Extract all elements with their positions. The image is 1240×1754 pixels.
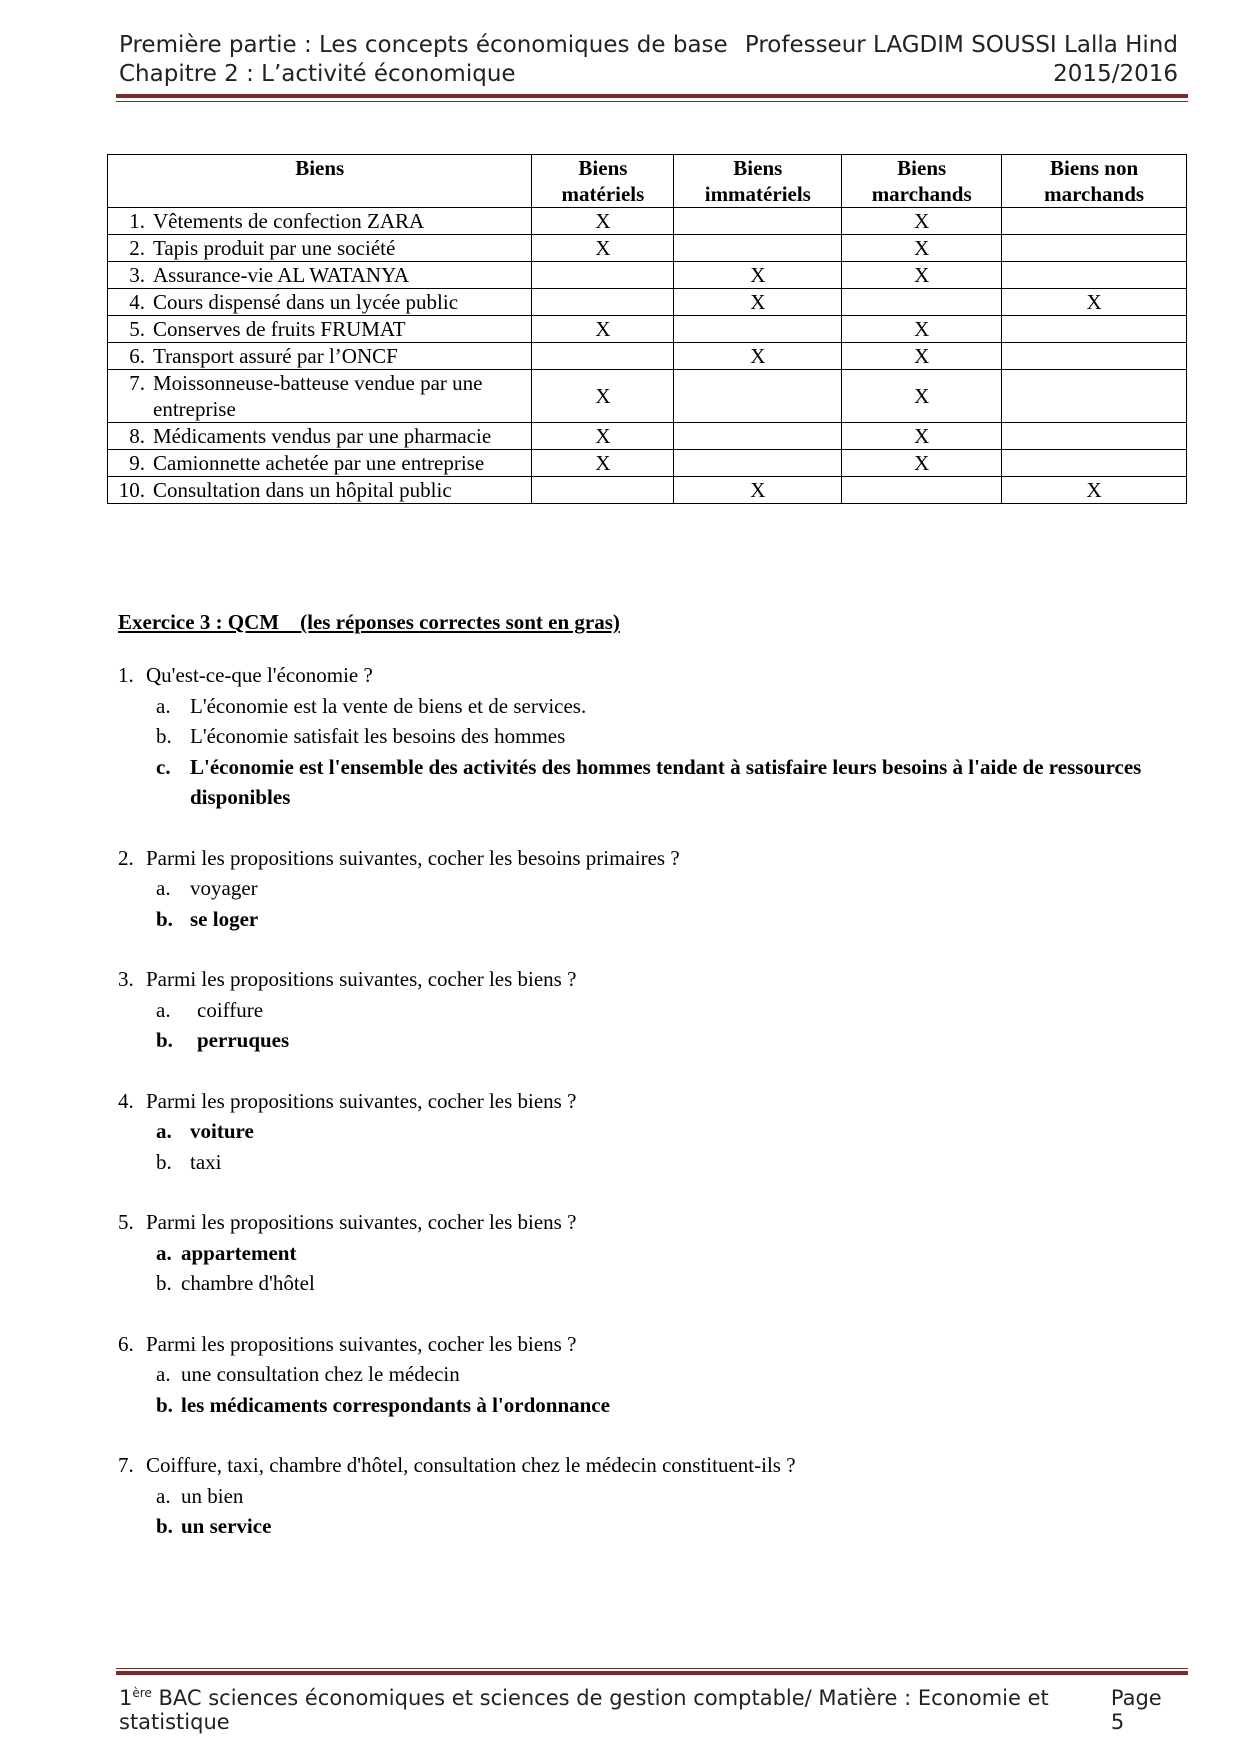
mark-materiel: X	[532, 370, 674, 423]
col-header-immateriels: Biens immatériels	[674, 155, 842, 208]
page-header-top	[119, 30, 1178, 60]
option-correct	[118, 1238, 1158, 1269]
footer-level: 1	[119, 1686, 133, 1710]
mark-marchand: X	[842, 262, 1002, 289]
item-cell	[108, 450, 532, 477]
item-cell	[108, 343, 532, 370]
question-text: Parmi les propositions suivantes, cocher les biens ?	[146, 1088, 577, 1113]
option	[118, 1147, 1158, 1178]
item-number: 5.	[129, 317, 145, 341]
question-number: 4.	[118, 1088, 134, 1113]
question-text: Parmi les propositions suivantes, cocher les biens ?	[146, 967, 577, 991]
option-text: un bien	[181, 1483, 244, 1508]
mark-immateriel: X	[674, 477, 842, 504]
question	[118, 843, 1158, 935]
item-cell	[108, 289, 532, 316]
question	[118, 660, 1158, 813]
option-letter: b.	[156, 1149, 172, 1174]
item-number: 6.	[129, 344, 145, 368]
mark-immateriel: X	[674, 262, 842, 289]
header-part: Première partie : Les concepts économiques de base	[119, 32, 728, 58]
mark-marchand: X	[842, 370, 1002, 423]
option-text: appartement	[181, 1240, 297, 1265]
option-correct	[118, 1116, 1158, 1147]
qcm-list	[118, 660, 1158, 1572]
item-number: 4.	[129, 290, 145, 314]
item-label: Cours dispensé dans un lycée public	[153, 290, 459, 314]
mark-immateriel	[674, 423, 842, 450]
table-row	[108, 450, 1187, 477]
mark-non-marchand	[1002, 316, 1187, 343]
option	[118, 1359, 1158, 1390]
footer-level-sup: ère	[132, 1686, 152, 1700]
mark-immateriel	[674, 208, 842, 235]
option-text: une consultation chez le médecin	[181, 1362, 460, 1386]
item-label: Conserves de fruits FRUMAT	[153, 317, 406, 341]
option-text: les médicaments correspondants à l'ordonnance	[181, 1392, 610, 1417]
question-number: 2.	[118, 845, 134, 870]
table-row	[108, 370, 1187, 423]
item-number: 8.	[129, 424, 145, 448]
header-year: 2015/2016	[1053, 61, 1178, 87]
footer-rule	[116, 1671, 1188, 1675]
option-text: voiture	[190, 1119, 254, 1143]
item-number: 1.	[129, 209, 145, 233]
table-row	[108, 235, 1187, 262]
item-label: Camionnette achetée par une entreprise	[153, 451, 485, 475]
option-text: L'économie satisfait les besoins des hommes	[190, 724, 566, 748]
option	[118, 691, 1158, 722]
exercise-title: Exercice 3 : QCM (les réponses correctes sont en gras)	[118, 610, 620, 634]
mark-marchand	[842, 477, 1002, 504]
option-correct	[118, 904, 1158, 935]
option	[118, 721, 1158, 752]
mark-materiel: X	[532, 423, 674, 450]
option-text: chambre d'hôtel	[181, 1271, 315, 1295]
option-letter: a.	[156, 693, 171, 718]
footer-text	[119, 1686, 1111, 1734]
item-number: 2.	[129, 236, 145, 260]
option-text: coiffure	[197, 997, 264, 1022]
item-cell	[108, 208, 532, 235]
question-number: 1.	[118, 663, 134, 687]
question-text: Parmi les propositions suivantes, cocher les biens ?	[146, 1331, 577, 1356]
question-number: 5.	[118, 1210, 134, 1234]
option-text: perruques	[197, 1028, 290, 1052]
question-number: 6.	[118, 1331, 134, 1356]
item-label: Consultation dans un hôpital public	[153, 478, 452, 502]
mark-marchand: X	[842, 235, 1002, 262]
mark-materiel	[532, 262, 674, 289]
question-number: 7.	[118, 1453, 134, 1477]
col-header-marchands: Biens marchands	[842, 155, 1002, 208]
option-text: L'économie est la vente de biens et de services.	[190, 693, 587, 718]
question	[118, 1086, 1158, 1178]
option-correct	[118, 1390, 1158, 1421]
item-label: Vêtements de confection ZARA	[153, 209, 425, 233]
option	[118, 995, 1158, 1026]
col-header-materiels: Biens matériels	[532, 155, 674, 208]
mark-materiel: X	[532, 316, 674, 343]
item-cell	[108, 316, 532, 343]
table-row	[108, 262, 1187, 289]
question-text: Coiffure, taxi, chambre d'hôtel, consultation chez le médecin constituent-ils ?	[146, 1453, 796, 1477]
mark-marchand: X	[842, 343, 1002, 370]
mark-non-marchand	[1002, 423, 1187, 450]
question	[118, 1207, 1158, 1299]
option-letter: b.	[156, 906, 173, 931]
option-text: L'économie est l'ensemble des activités des hommes tendant à satisfaire leurs besoins à l'aide de ressources disponibles	[190, 754, 1142, 809]
footer-rule-thin	[116, 1668, 1188, 1669]
page-header-bottom	[119, 59, 1178, 89]
mark-materiel	[532, 343, 674, 370]
option-letter: a.	[156, 876, 171, 900]
table-row	[108, 289, 1187, 316]
item-cell	[108, 262, 532, 289]
table-row	[108, 423, 1187, 450]
item-cell	[108, 477, 532, 504]
mark-non-marchand	[1002, 262, 1187, 289]
option-letter: b.	[156, 1392, 173, 1417]
header-author: Professeur LAGDIM SOUSSI Lalla Hind	[744, 32, 1178, 58]
question	[118, 1329, 1158, 1421]
item-number: 3.	[129, 263, 145, 287]
option-correct	[118, 752, 1158, 813]
option-letter: a.	[156, 1119, 172, 1143]
mark-marchand: X	[842, 208, 1002, 235]
option-letter: b.	[156, 724, 172, 748]
mark-immateriel	[674, 316, 842, 343]
mark-marchand	[842, 289, 1002, 316]
table-row	[108, 343, 1187, 370]
item-number: 7.	[129, 371, 145, 395]
item-cell	[108, 235, 532, 262]
item-label: Transport assuré par l’ONCF	[153, 344, 398, 368]
item-label: Tapis produit par une société	[153, 236, 396, 260]
option-text: voyager	[190, 876, 258, 900]
option	[118, 1481, 1158, 1512]
mark-non-marchand: X	[1002, 477, 1187, 504]
item-number: 9.	[129, 451, 145, 475]
table-row	[108, 208, 1187, 235]
mark-materiel: X	[532, 450, 674, 477]
option-letter: b.	[156, 1271, 172, 1295]
mark-non-marchand	[1002, 343, 1187, 370]
option-letter: a.	[156, 1362, 171, 1386]
question	[118, 964, 1158, 1056]
mark-materiel: X	[532, 235, 674, 262]
page-number: Page 5	[1110, 1686, 1162, 1734]
table-row	[108, 316, 1187, 343]
option-correct	[118, 1511, 1158, 1542]
mark-immateriel	[674, 235, 842, 262]
question-text: Parmi les propositions suivantes, cocher les besoins primaires ?	[146, 845, 680, 870]
item-cell	[108, 370, 532, 423]
page-footer	[119, 1686, 1178, 1734]
option-letter: b.	[156, 1028, 173, 1052]
mark-materiel	[532, 289, 674, 316]
item-label: Assurance-vie AL WATANYA	[153, 263, 410, 287]
header-rule	[116, 94, 1188, 98]
question	[118, 1450, 1158, 1542]
biens-table	[107, 154, 1187, 504]
option-letter: a.	[156, 1240, 172, 1265]
col-header-non-marchands: Biens non marchands	[1002, 155, 1187, 208]
question-number: 3.	[118, 967, 134, 991]
mark-non-marchand	[1002, 235, 1187, 262]
header-chapter: Chapitre 2 : L’activité économique	[119, 61, 516, 87]
item-number: 10.	[118, 478, 145, 502]
mark-marchand: X	[842, 316, 1002, 343]
mark-non-marchand: X	[1002, 289, 1187, 316]
footer-course: BAC sciences économiques et sciences de gestion comptable/ Matière : Economie et statistique	[119, 1686, 1049, 1734]
option-letter: c.	[156, 754, 171, 779]
table-row	[108, 477, 1187, 504]
item-label: Moissonneuse-batteuse vendue par une entreprise	[153, 371, 483, 421]
mark-materiel: X	[532, 208, 674, 235]
mark-non-marchand	[1002, 370, 1187, 423]
col-header-biens: Biens	[108, 155, 532, 208]
mark-immateriel: X	[674, 289, 842, 316]
header-rule-thin	[116, 101, 1188, 102]
item-cell	[108, 423, 532, 450]
mark-marchand: X	[842, 450, 1002, 477]
option-correct	[118, 1025, 1158, 1056]
question-text: Qu'est-ce-que l'économie ?	[146, 663, 373, 687]
mark-immateriel	[674, 370, 842, 423]
option-letter: b.	[156, 1514, 173, 1538]
table-header-row	[108, 155, 1187, 208]
item-label: Médicaments vendus par une pharmacie	[153, 424, 492, 448]
option-text: se loger	[190, 906, 259, 931]
question-text: Parmi les propositions suivantes, cocher les biens ?	[146, 1210, 577, 1234]
option-letter: a.	[156, 997, 171, 1022]
mark-marchand: X	[842, 423, 1002, 450]
mark-materiel	[532, 477, 674, 504]
option-letter: a.	[156, 1483, 171, 1508]
mark-immateriel: X	[674, 343, 842, 370]
option	[118, 1268, 1158, 1299]
mark-non-marchand	[1002, 450, 1187, 477]
option-text: un service	[181, 1514, 272, 1538]
option-text: taxi	[190, 1149, 222, 1174]
mark-non-marchand	[1002, 208, 1187, 235]
option	[118, 873, 1158, 904]
mark-immateriel	[674, 450, 842, 477]
